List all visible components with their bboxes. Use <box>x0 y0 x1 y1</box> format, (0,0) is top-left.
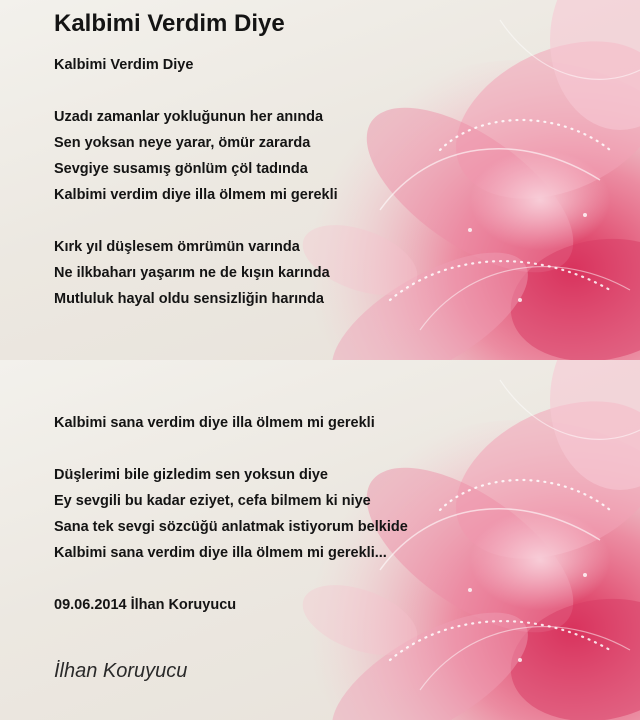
stanza <box>54 410 408 436</box>
sparkle-dot <box>583 213 587 217</box>
poem-line: Sen yoksan neye yarar, ömür zararda <box>54 135 311 151</box>
poem-text-bottom <box>54 410 408 644</box>
flower-highlight <box>470 510 610 610</box>
poem-line: Ey sevgili bu kadar eziyet, cefa bilmem ki niye <box>54 493 371 509</box>
poem-subtitle-block <box>54 52 338 78</box>
poem-line: Kırk yıl düşlesem ömrümün varında <box>54 239 300 255</box>
poem-line: Düşlerimi bile gizledim sen yoksun diye <box>54 467 328 483</box>
poem-subtitle: Kalbimi Verdim Diye <box>54 57 194 73</box>
poem-line: Mutluluk hayal oldu sensizliğin harında <box>54 291 324 307</box>
sparkle-dot <box>468 228 472 232</box>
poem-line: Ne ilkbaharı yaşarım ne de kışın karında <box>54 265 330 281</box>
date-author: 09.06.2014 İlhan Koruyucu <box>54 597 237 613</box>
poem-line: Sana tek sevgi sözcüğü anlatmak istiyorum belkide <box>54 519 408 535</box>
poem-line: Sevgiye susamış gönlüm çöl tadında <box>54 161 308 177</box>
poem-line: Uzadı zamanlar yokluğunun her anında <box>54 109 324 125</box>
sparkle-dot <box>518 658 522 662</box>
poem-title: Kalbimi Verdim Diye <box>54 10 285 37</box>
poem-line: Kalbimi sana verdim diye illa ölmem mi gerekli <box>54 415 375 431</box>
sparkle-dot <box>468 588 472 592</box>
stanza <box>54 234 338 312</box>
sparkle-dot <box>583 573 587 577</box>
poem-panel-bottom <box>0 360 640 720</box>
flower-highlight <box>470 150 610 250</box>
poem-text-top <box>54 52 338 338</box>
poem-line: Kalbimi verdim diye illa ölmem mi gerekli <box>54 187 338 203</box>
author-signature: İlhan Koruyucu <box>54 660 188 682</box>
stanza <box>54 462 408 566</box>
sparkle-dot <box>518 298 522 302</box>
poem-line: Kalbimi sana verdim diye illa ölmem mi gerekli... <box>54 545 387 561</box>
stanza <box>54 104 338 208</box>
date-author-block <box>54 592 408 618</box>
